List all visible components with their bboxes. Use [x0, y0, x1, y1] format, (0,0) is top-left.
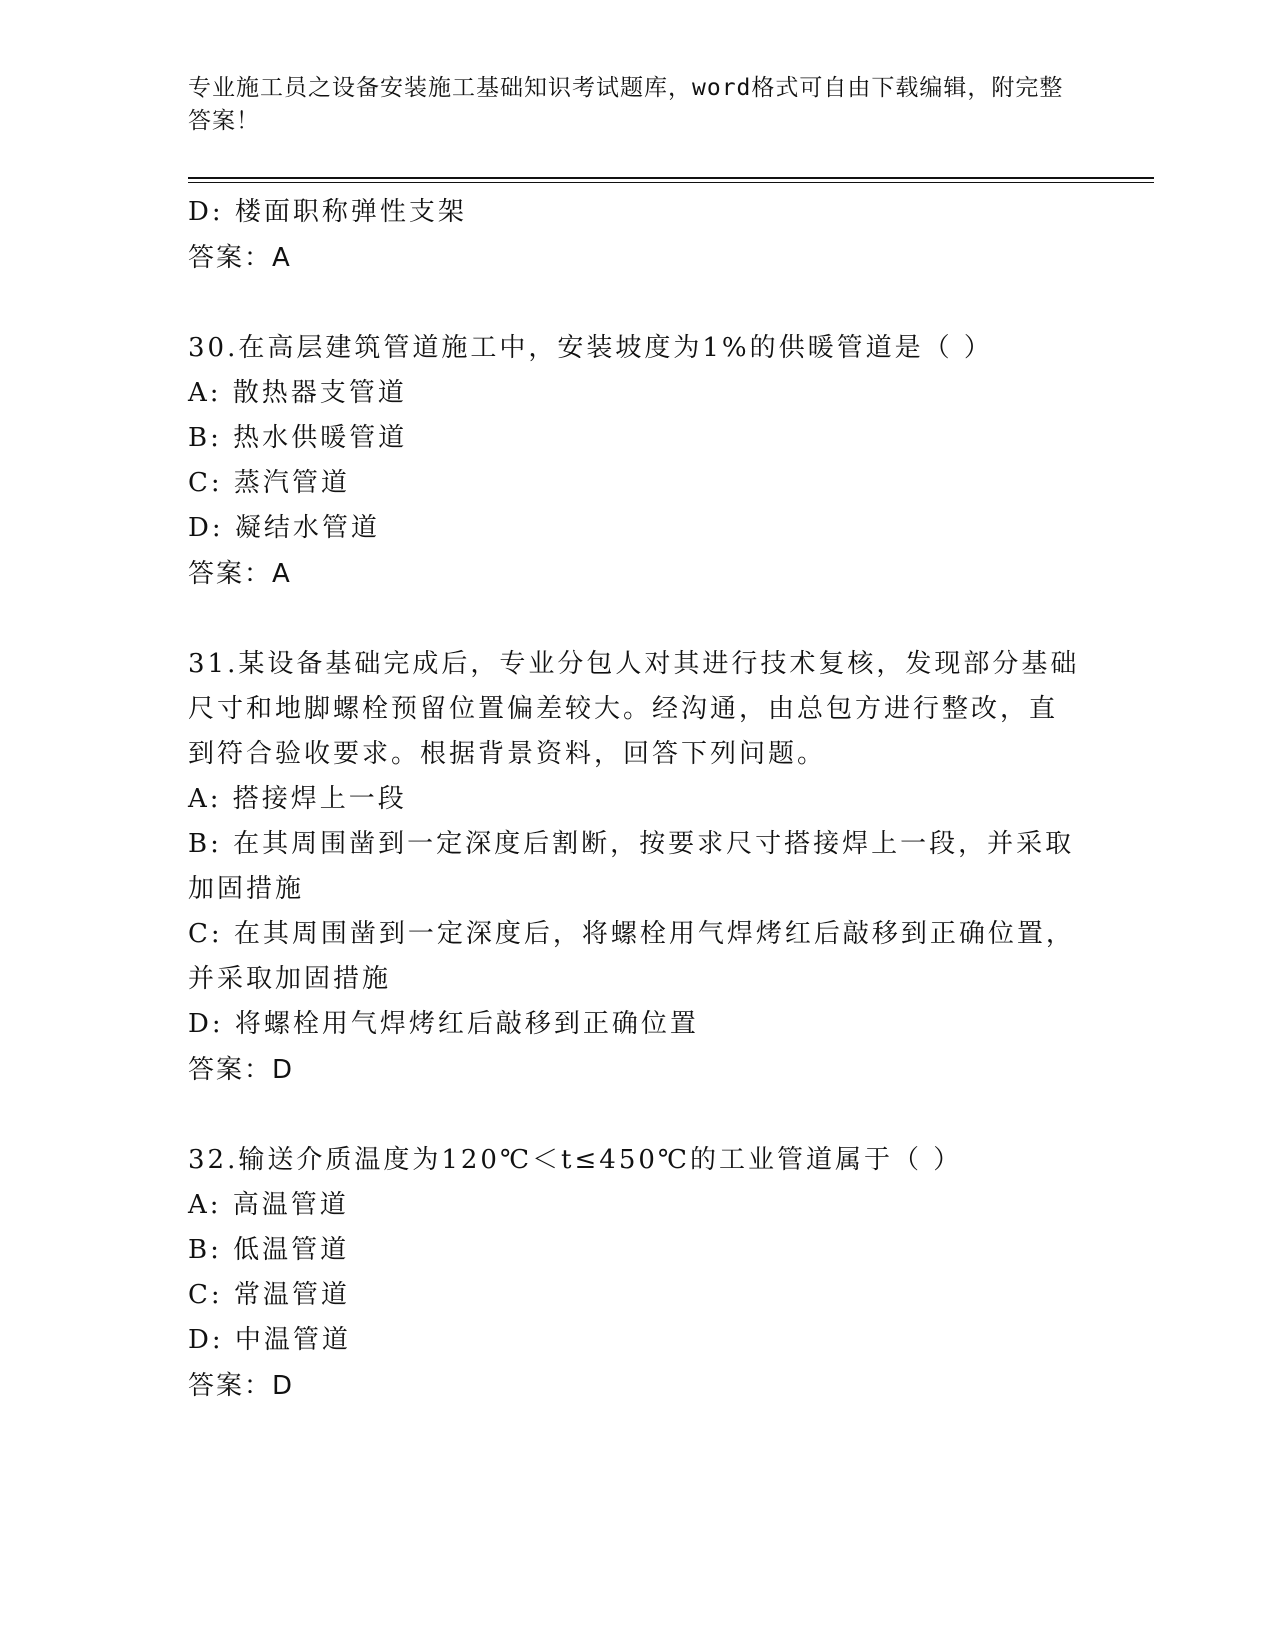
- answer-label: 答案：A: [188, 559, 292, 589]
- option-b-continuation: 加固措施: [188, 874, 305, 904]
- option-c: C: 在其周围凿到一定深度后，将螺栓用气焊烤红后敲移到正确位置，: [188, 919, 1075, 949]
- question-spacer: [188, 281, 1088, 326]
- question-stem-line: 30.在高层建筑管道施工中，安装坡度为1%的供暖管道是（ ）: [188, 333, 993, 363]
- question-30: [188, 326, 1088, 597]
- option-b: B: 在其周围凿到一定深度后割断，按要求尺寸搭接焊上一段，并采取: [188, 829, 1075, 859]
- previous-question-option-d: D: 楼面职称弹性支架: [188, 197, 467, 227]
- option-b: B: 低温管道: [188, 1235, 350, 1265]
- option-b: B: 热水供暖管道: [188, 423, 408, 453]
- option-a: A: 散热器支管道: [188, 378, 407, 408]
- answer-label: 答案：D: [188, 1055, 295, 1085]
- option-a: A: 搭接焊上一段: [188, 784, 407, 814]
- document-header: 专业施工员之设备安装施工基础知识考试题库，word格式可自由下载编辑，附完整答案！: [188, 75, 1064, 134]
- option-c-continuation: 并采取加固措施: [188, 964, 392, 994]
- question-stem-line: 到符合验收要求。根据背景资料，回答下列问题。: [188, 739, 827, 769]
- option-a: A: 高温管道: [188, 1190, 349, 1220]
- option-d: D: 将螺栓用气焊烤红后敲移到正确位置: [188, 1009, 699, 1039]
- header-divider-thin: [188, 182, 1154, 183]
- question-content: [188, 190, 1088, 1409]
- question-stem-line: 32.输送介质温度为120℃＜t≤450℃的工业管道属于（ ）: [188, 1145, 963, 1175]
- question-spacer: [188, 597, 1088, 642]
- option-c: C: 常温管道: [188, 1280, 350, 1310]
- question-spacer: [188, 1093, 1088, 1138]
- answer-label: 答案：D: [188, 1371, 295, 1401]
- question-31: [188, 642, 1088, 1093]
- previous-question-answer: 答案：A: [188, 243, 292, 273]
- question-stem-line: 31.某设备基础完成后，专业分包人对其进行技术复核，发现部分基础: [188, 649, 1080, 679]
- option-d: D: 中温管道: [188, 1325, 351, 1355]
- question-stem-line: 尺寸和地脚螺栓预留位置偏差较大。经沟通，由总包方进行整改，直: [188, 694, 1059, 724]
- header-divider-thick: [188, 177, 1154, 179]
- option-d: D: 凝结水管道: [188, 513, 380, 543]
- option-c: C: 蒸汽管道: [188, 468, 350, 498]
- question-32: [188, 1138, 1088, 1409]
